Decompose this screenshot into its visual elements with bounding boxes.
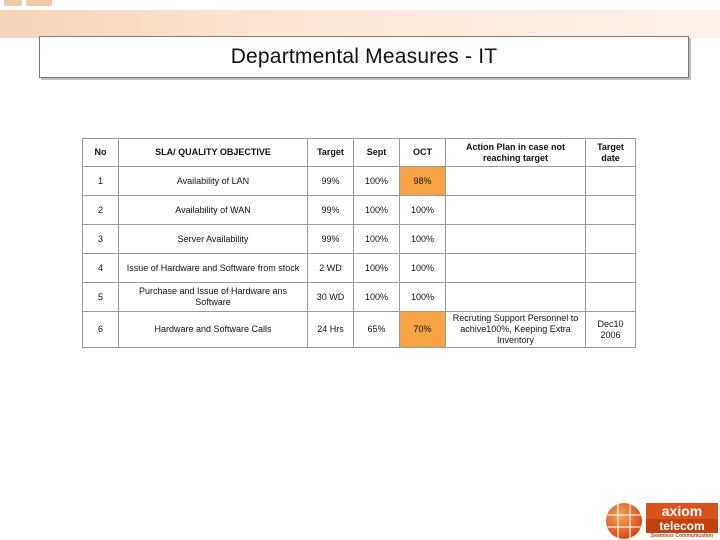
cell-sept: 65%	[354, 312, 400, 348]
table-row	[83, 312, 636, 348]
logo-line2: telecom	[646, 519, 718, 533]
cell-action-plan	[446, 283, 586, 312]
header-sept: Sept	[354, 139, 400, 167]
header-objective: SLA/ QUALITY OBJECTIVE	[119, 139, 308, 167]
title-box	[39, 36, 689, 78]
cell-sept: 100%	[354, 225, 400, 254]
cell-oct: 100%	[400, 225, 446, 254]
cell-sept: 100%	[354, 254, 400, 283]
cell-target-date	[586, 225, 636, 254]
cell-target: 99%	[308, 196, 354, 225]
cell-oct: 100%	[400, 196, 446, 225]
cell-action-plan	[446, 167, 586, 196]
cell-sept: 100%	[354, 196, 400, 225]
cell-target: 99%	[308, 225, 354, 254]
cell-target: 2 WD	[308, 254, 354, 283]
cell-objective: Purchase and Issue of Hardware ans Software	[119, 283, 308, 312]
cell-oct: 70%	[400, 312, 446, 348]
cell-no: 2	[83, 196, 119, 225]
table-row	[83, 167, 636, 196]
cell-target-date	[586, 283, 636, 312]
cell-objective: Hardware and Software Calls	[119, 312, 308, 348]
cell-action-plan	[446, 196, 586, 225]
table-row	[83, 254, 636, 283]
cell-oct: 100%	[400, 254, 446, 283]
globe-icon	[606, 503, 642, 539]
page-title: Departmental Measures - IT	[230, 45, 498, 68]
logo-tagline: Seamless Communication	[650, 533, 714, 539]
cell-sept: 100%	[354, 167, 400, 196]
cell-objective: Availability of LAN	[119, 167, 308, 196]
measures-table	[82, 138, 636, 348]
cell-no: 3	[83, 225, 119, 254]
cell-objective: Availability of WAN	[119, 196, 308, 225]
header-target: Target	[308, 139, 354, 167]
cell-objective: Issue of Hardware and Software from stock	[119, 254, 308, 283]
cell-sept: 100%	[354, 283, 400, 312]
header-no: No	[83, 139, 119, 167]
cell-no: 6	[83, 312, 119, 348]
cell-objective: Server Availability	[119, 225, 308, 254]
cell-oct: 98%	[400, 167, 446, 196]
cell-no: 4	[83, 254, 119, 283]
cell-target-date	[586, 167, 636, 196]
cell-no: 1	[83, 167, 119, 196]
cell-target-date: Dec10 2006	[586, 312, 636, 348]
cell-target: 24 Hrs	[308, 312, 354, 348]
measures-table-container	[82, 138, 636, 348]
cell-target: 30 WD	[308, 283, 354, 312]
logo-line1: axiom	[646, 503, 718, 519]
cell-oct: 100%	[400, 283, 446, 312]
table-row	[83, 225, 636, 254]
cell-action-plan: Recruting Support Personnel to achive100%, Keeping Extra Inventory	[446, 312, 586, 348]
header-oct: OCT	[400, 139, 446, 167]
cell-action-plan	[446, 254, 586, 283]
header-target-date: Target date	[586, 139, 636, 167]
cell-target-date	[586, 196, 636, 225]
cell-target-date	[586, 254, 636, 283]
cell-no: 5	[83, 283, 119, 312]
cell-target: 99%	[308, 167, 354, 196]
header-band	[0, 10, 720, 38]
cell-action-plan	[446, 225, 586, 254]
axiom-telecom-logo	[606, 502, 720, 540]
table-header-row	[83, 139, 636, 167]
table-row	[83, 196, 636, 225]
table-row	[83, 283, 636, 312]
header-action-plan: Action Plan in case not reaching target	[446, 139, 586, 167]
